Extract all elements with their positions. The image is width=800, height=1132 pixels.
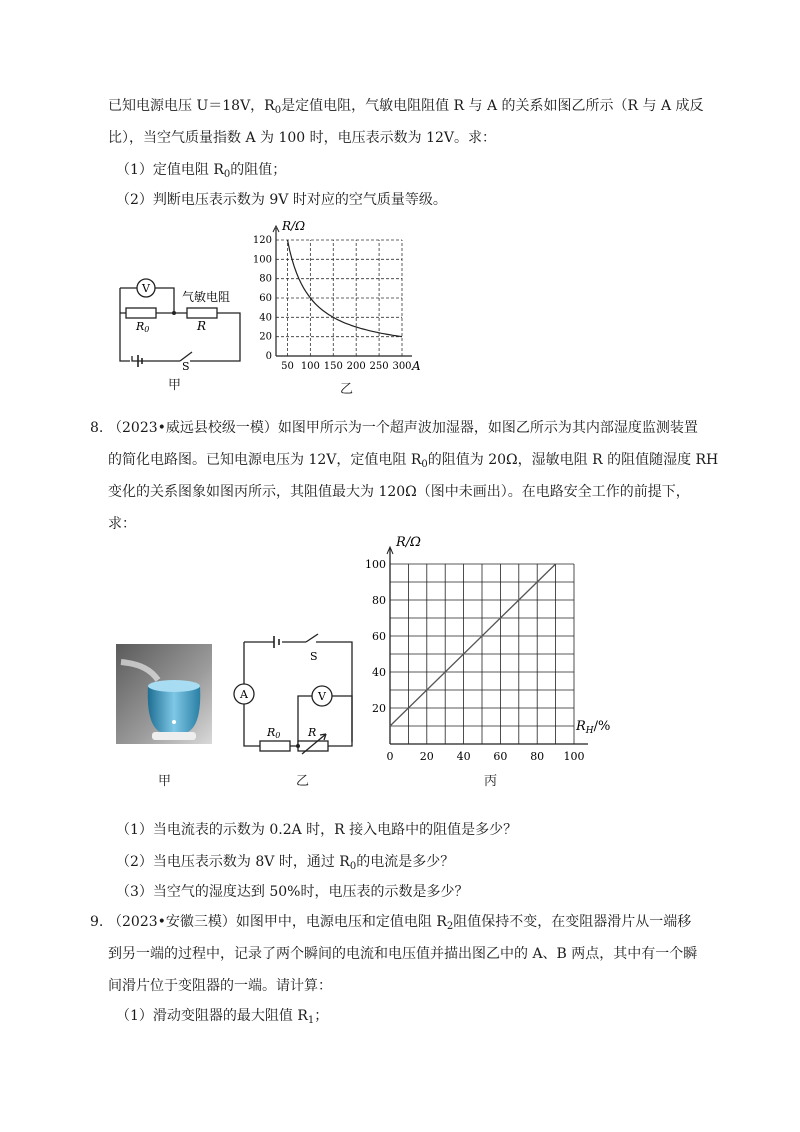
subscript: 0 xyxy=(421,459,428,470)
r0-subscript: 0 xyxy=(144,325,150,334)
q8-fig-jia-label: 甲 xyxy=(158,774,172,789)
y-tick-label: 80 xyxy=(372,594,386,607)
series-line xyxy=(390,564,556,726)
y-tick-label: 40 xyxy=(372,666,386,679)
switch-label: S xyxy=(310,650,318,663)
x-tick-label: 40 xyxy=(456,750,471,763)
q9-sub1-part-a: （1）滑动变阻器的最大阻值 R xyxy=(116,1008,308,1024)
y-tick-label: 20 xyxy=(372,702,386,715)
q8-text-line-2 xyxy=(108,450,718,475)
q9-sub1-part-b: ； xyxy=(314,1008,329,1024)
gas-sensor-label: 气敏电阻 xyxy=(182,290,231,304)
q8-line2-part-b: 的阻值为 20Ω，湿敏电阻 R 的阻值随湿度 RH xyxy=(427,452,719,468)
y-tick-label: 20 xyxy=(259,331,272,343)
y-axis-label: R/Ω xyxy=(396,535,421,550)
q7-text-line-1 xyxy=(108,96,704,121)
q9-subquestion-1 xyxy=(116,1006,328,1031)
x-tick-label: 200 xyxy=(346,361,366,372)
q7-line1-part-a: 已知电源电压 U＝18V，R xyxy=(108,98,275,114)
x-axis-label: A xyxy=(412,359,421,373)
r-label: R xyxy=(308,726,317,739)
x-tick-label: 0 xyxy=(386,750,394,763)
y-tick-label: 60 xyxy=(372,630,386,643)
q8-sub2-part-b: 的电流是多少？ xyxy=(356,854,455,870)
q7-sub1-part-a: （1）定值电阻 R xyxy=(116,162,224,178)
q8-text-line-1: （2023•威远县校级一模）如图甲所示为一个超声波加湿器，如图乙所示为其内部湿度监测装置 xyxy=(108,420,698,436)
switch-label: S xyxy=(182,360,190,373)
y-axis-label: R/Ω xyxy=(282,219,306,233)
x-tick-label: 100 xyxy=(563,750,585,763)
r0-label xyxy=(266,726,280,740)
r0-label xyxy=(135,320,149,334)
q7-subquestion-1 xyxy=(116,160,286,185)
q7-fig-jia-label: 甲 xyxy=(168,378,182,393)
q8-fig-yi-label: 乙 xyxy=(296,774,310,789)
subscript: 2 xyxy=(446,921,454,932)
x-tick-label: 60 xyxy=(493,750,508,763)
q8-subquestion-3: （3）当空气的湿度达到 50%时，电压表的示数是多少？ xyxy=(116,884,469,900)
q9-text-line-1 xyxy=(108,912,691,937)
q8-text-line-4: 求： xyxy=(108,516,136,532)
q8-text-line-3: 变化的关系图象如图丙所示，其阻值最大为 120Ω（图中未画出）。在电路安全工作的前提下， xyxy=(108,484,690,500)
x-axis-label-subscript: H xyxy=(585,726,594,736)
y-tick-label: 80 xyxy=(259,273,272,285)
q7-fig-yi-label: 乙 xyxy=(340,382,354,397)
ammeter-label: A xyxy=(240,688,248,701)
r0-subscript: 0 xyxy=(275,731,281,740)
r0-letter: R xyxy=(136,320,145,333)
voltmeter-label: V xyxy=(318,690,326,703)
subscript: 0 xyxy=(223,169,231,180)
x-tick-label: 300 xyxy=(392,361,412,372)
q8-subquestion-1: （1）当电流表的示数为 0.2A 时，R 接入电路中的阻值是多少？ xyxy=(116,822,518,838)
x-axis-label-unit: /% xyxy=(593,719,611,734)
x-tick-label: 250 xyxy=(369,361,389,372)
y-tick-label: 100 xyxy=(252,254,272,266)
x-tick-label: 50 xyxy=(281,361,294,372)
q8-sub2-part-a: （2）当电压表示数为 8V 时，通过 R xyxy=(116,854,350,870)
y-tick-label: 40 xyxy=(259,312,272,324)
q9-line1-part-a: （2023•安徽三模）如图甲中，电源电压和定值电阻 R xyxy=(108,914,447,930)
q7-subquestion-2: （2）判断电压表示数为 9V 时对应的空气质量等级。 xyxy=(116,192,447,208)
r0-letter: R xyxy=(267,726,276,739)
q8-circuit-diagram xyxy=(234,632,364,752)
q8-fig-bing-label: 丙 xyxy=(484,774,498,789)
voltmeter-label: V xyxy=(142,282,150,295)
series-line xyxy=(288,240,403,337)
y-tick-label: 0 xyxy=(265,351,272,362)
q8-chart xyxy=(360,530,630,766)
y-tick-label: 120 xyxy=(252,235,272,246)
x-axis-label xyxy=(575,719,610,736)
q9-line1-part-b: 阻值保持不变，在变阻器滑片从一端移 xyxy=(453,914,692,930)
q7-line1-part-b: 是定值电阻，气敏电阻阻值 R 与 A 的关系如图乙所示（R 与 A 成反 xyxy=(281,98,704,114)
q7-circuit-diagram xyxy=(112,276,252,373)
x-tick-label: 20 xyxy=(419,750,434,763)
x-tick-label: 150 xyxy=(323,361,343,372)
subscript: 0 xyxy=(274,105,282,116)
y-tick-label: 100 xyxy=(365,558,386,571)
q9-text-line-3: 间滑片位于变阻器的一端。请计算： xyxy=(108,978,332,994)
battery-icon xyxy=(274,636,279,648)
q7-chart xyxy=(250,218,420,378)
humidifier-photo xyxy=(116,644,212,744)
r-label: R xyxy=(197,319,207,333)
q9-text-line-2: 到另一端的过程中，记录了两个瞬间的电流和电压值并描出图乙中的 A、B 两点，其中有一个瞬 xyxy=(108,946,698,962)
subscript: 1 xyxy=(307,1015,315,1026)
q7-text-line-2: 比），当空气质量指数 A 为 100 时，电压表示数为 12V。求： xyxy=(108,130,497,146)
y-tick-label: 60 xyxy=(259,293,272,304)
q8-line2-part-a: 的简化电路图。已知电源电压为 12V，定值电阻 R xyxy=(108,452,422,468)
x-tick-label: 80 xyxy=(530,750,545,763)
x-tick-label: 100 xyxy=(300,361,320,372)
subscript: 0 xyxy=(349,861,357,872)
x-axis-label-letter: R xyxy=(576,719,586,734)
q8-subquestion-2 xyxy=(116,852,454,877)
q7-sub1-part-b: 的阻值； xyxy=(230,162,287,178)
q9-number: 9. xyxy=(90,914,104,930)
q8-number: 8. xyxy=(90,420,104,436)
